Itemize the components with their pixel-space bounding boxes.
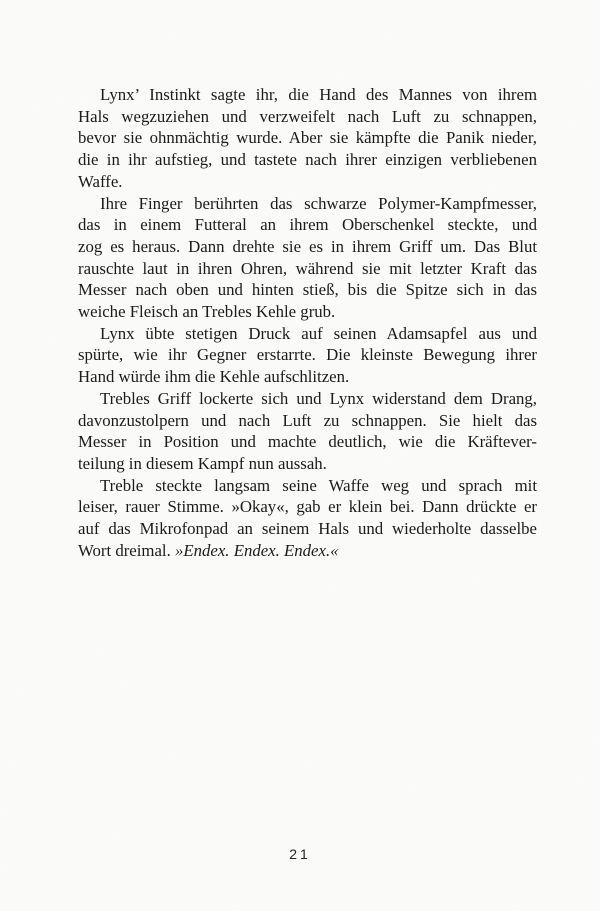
text-line: die in ihr aufstieg, und tastete nach ihrer einzigen verbliebenen	[78, 150, 537, 170]
text-line: leiser, rauer Stimme. »Okay«, gab er klein bei. Dann drückte er	[78, 497, 537, 517]
text-line: Lynx übte stetigen Druck auf seinen Adamsapfel aus und	[100, 323, 537, 343]
plain-text: Wort dreimal.	[78, 540, 175, 560]
paragraph	[78, 475, 537, 562]
text-line: davonzustolpern und nach Luft zu schnappen. Sie hielt das	[78, 410, 537, 430]
text-line: Ihre Finger berührten das schwarze Polymer-Kampfmesser,	[100, 193, 537, 213]
text-line: Hand würde ihm die Kehle aufschlitzen.	[78, 367, 350, 387]
italic-text: »Endex. Endex. Endex.«	[174, 540, 339, 560]
text-line: spürte, wie ihr Gegner erstarrte. Die kleinste Bewegung ihrer	[78, 345, 537, 365]
paragraph	[78, 323, 537, 388]
text-line: Treble steckte langsam seine Waffe weg und sprach mit	[100, 475, 537, 495]
text-line: auf das Mikrofonpad an seinem Hals und wiederholte dasselbe	[78, 519, 537, 539]
paragraph	[78, 388, 537, 475]
text-line: Lynx’ Instinkt sagte ihr, die Hand des Mannes von ihrem	[100, 85, 537, 104]
text-line: Waffe.	[78, 171, 123, 191]
paragraph	[78, 193, 537, 323]
text-line: rauschte laut in ihren Ohren, während sie mit letzter Kraft das	[78, 258, 537, 278]
text-line: Hals wegzuziehen und verzweifelt nach Luft zu schnappen,	[78, 106, 537, 126]
text-line: zog es heraus. Dann drehte sie es in ihrem Griff um. Das Blut	[78, 236, 537, 256]
text-line: Messer in Position und machte deutlich, wie die Kräftever-	[78, 432, 537, 452]
text-line: das in einem Futteral an ihrem Oberschenkel steckte, und	[78, 215, 537, 235]
text-line: Trebles Griff lockerte sich und Lynx widerstand dem Drang,	[100, 388, 537, 408]
text-line	[78, 540, 537, 562]
text-line: Messer nach oben und hinten stieß, bis die Spitze sich in das	[78, 280, 537, 300]
page-number: 21	[289, 846, 311, 862]
text-line: weiche Fleisch an Trebles Kehle grub.	[78, 302, 336, 322]
page-text	[78, 84, 537, 561]
text-line: bevor sie ohnmächtig wurde. Aber sie kämpfte die Panik nieder,	[78, 128, 537, 148]
text-line: teilung in diesem Kampf nun aussah.	[78, 453, 327, 473]
paragraph	[78, 84, 537, 193]
